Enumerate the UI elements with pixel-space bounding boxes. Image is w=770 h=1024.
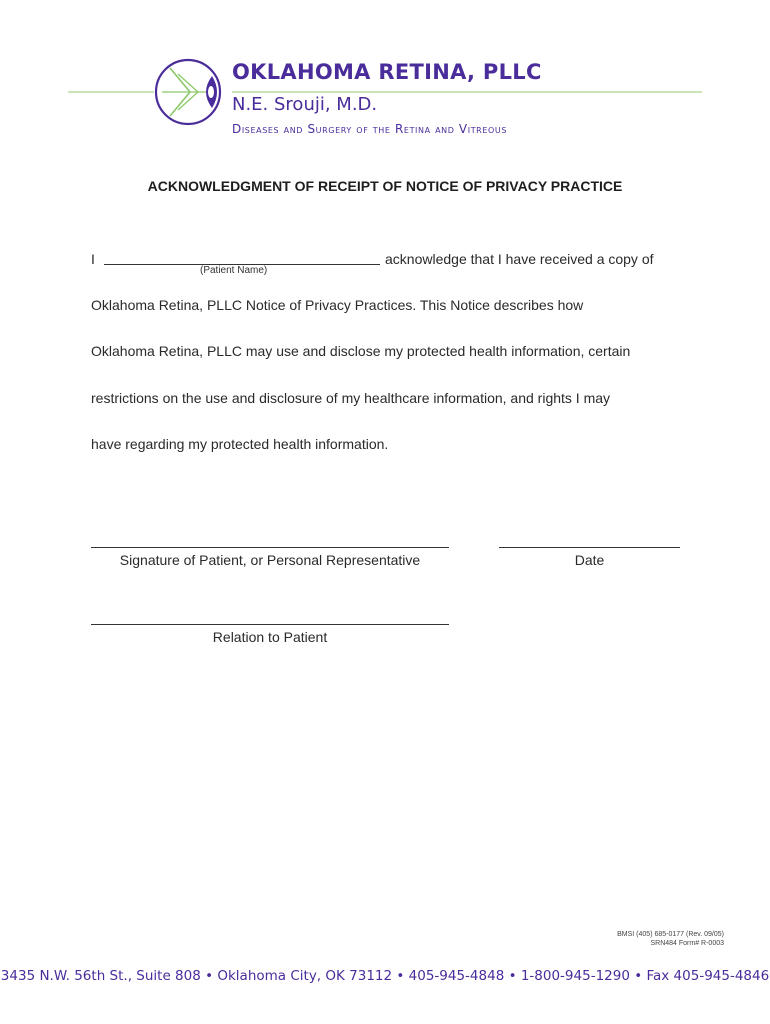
eye-logo-icon	[156, 60, 220, 124]
intro-pronoun: I	[91, 251, 95, 267]
body-line-1: Oklahoma Retina, PLLC Notice of Privacy Practices. This Notice describes how	[91, 297, 584, 313]
date-line[interactable]	[499, 547, 680, 548]
intro-acknowledge-text: acknowledge that I have received a copy of	[385, 251, 654, 267]
body-line-4: have regarding my protected health information.	[91, 436, 389, 452]
specialty-line: Diseases and Surgery of the Retina and Vitreous	[232, 122, 508, 136]
signature-line[interactable]	[91, 547, 449, 548]
patient-name-caption: (Patient Name)	[200, 265, 268, 276]
relation-line[interactable]	[91, 624, 449, 625]
form-code-line-2: SRN484 Form# R-0003	[650, 940, 724, 947]
form-code-line-1: BMSI (405) 685-0177 (Rev. 09/05)	[617, 931, 724, 938]
signature-label: Signature of Patient, or Personal Representative	[119, 552, 421, 568]
document-title: ACKNOWLEDGMENT OF RECEIPT OF NOTICE OF PRIVACY PRACTICE	[147, 178, 623, 194]
date-label: Date	[574, 552, 605, 568]
body-line-2: Oklahoma Retina, PLLC may use and disclose my protected health information, certain	[91, 343, 631, 359]
footer-address: 3435 N.W. 56th St., Suite 808 • Oklahoma City, OK 73112 • 405-945-4848 • 1-800-945-1290 • Fax 405-945-4846	[0, 968, 770, 984]
form-code	[617, 930, 724, 948]
relation-label: Relation to Patient	[212, 629, 328, 645]
doctor-name: N.E. Srouji, M.D.	[232, 94, 378, 115]
body-line-3: restrictions on the use and disclosure of my healthcare information, and rights I may	[91, 390, 611, 406]
organization-name: OKLAHOMA RETINA, PLLC	[232, 60, 542, 84]
